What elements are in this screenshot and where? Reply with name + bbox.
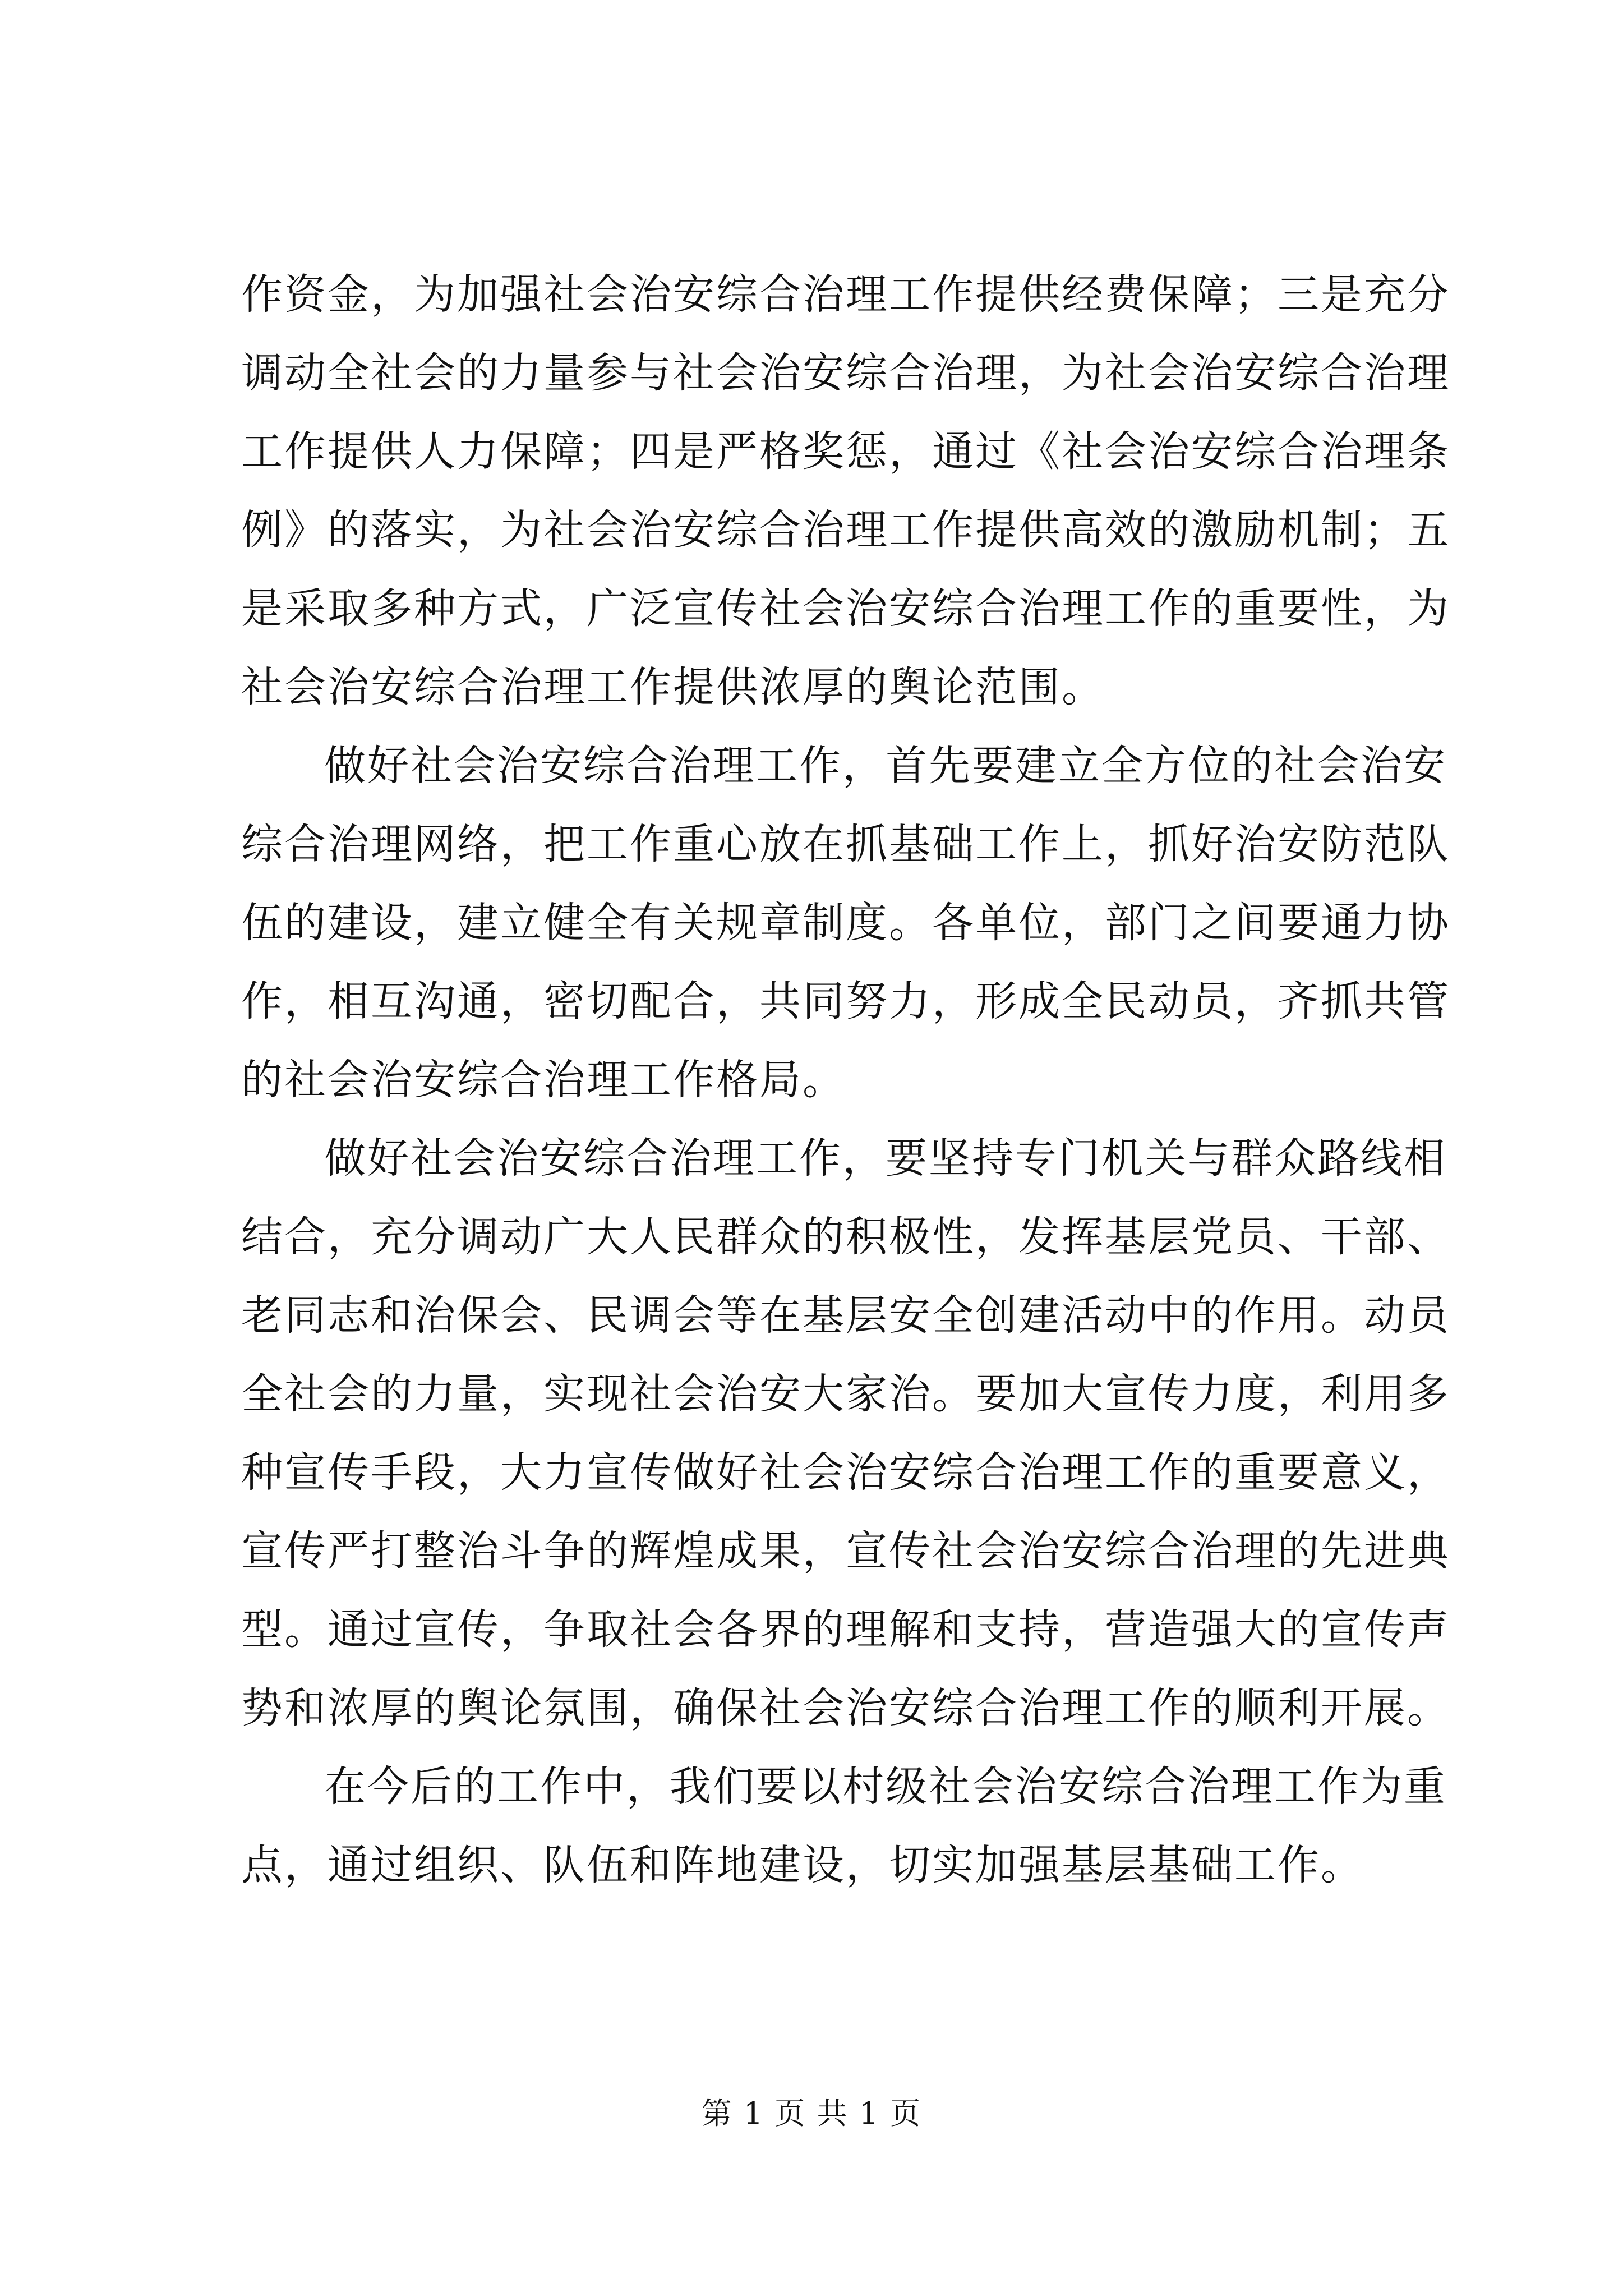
text-line: 型。通过宣传，争取社会各界的理解和支持，营造强大的宣传声: [241, 1605, 1450, 1654]
text-line: 调动全社会的力量参与社会治安综合治理，为社会治安综合治理: [241, 349, 1450, 397]
page-footer: 第 1 页 共 1 页: [701, 2096, 922, 2131]
text-line: 作资金，为加强社会治安综合治理工作提供经费保障；三是充分: [241, 270, 1450, 319]
text-line: 做好社会治安综合治理工作，要坚持专门机关与群众路线相: [324, 1134, 1447, 1182]
text-line: 综合治理网络，把工作重心放在抓基础工作上，抓好治安防范队: [241, 820, 1450, 868]
text-line: 在今后的工作中，我们要以村级社会治安综合治理工作为重: [324, 1763, 1447, 1811]
text-line: 点，通过组织、队伍和阵地建设，切实加强基层基础工作。: [241, 1841, 1364, 1889]
text-line: 老同志和治保会、民调会等在基层安全创建活动中的作用。动员: [241, 1291, 1450, 1340]
text-line: 是采取多种方式，广泛宣传社会治安综合治理工作的重要性，为: [241, 585, 1450, 633]
text-line: 做好社会治安综合治理工作，首先要建立全方位的社会治安: [324, 742, 1447, 790]
text-line: 社会治安综合治理工作提供浓厚的舆论范围。: [241, 663, 1105, 711]
text-line: 工作提供人力保障；四是严格奖惩，通过《社会治安综合治理条: [241, 427, 1450, 476]
text-line: 势和浓厚的舆论氛围，确保社会治安综合治理工作的顺利开展。: [241, 1684, 1450, 1732]
text-line: 作，相互沟通，密切配合，共同努力，形成全民动员，齐抓共管: [241, 977, 1450, 1025]
text-line: 全社会的力量，实现社会治安大家治。要加大宣传力度，利用多: [241, 1370, 1450, 1418]
text-line: 结合，充分调动广大人民群众的积极性，发挥基层党员、干部、: [241, 1213, 1450, 1261]
body-text: [241, 255, 1450, 1904]
text-line: 伍的建设，建立健全有关规章制度。各单位，部门之间要通力协: [241, 899, 1450, 947]
text-line: 宣传严打整治斗争的辉煌成果，宣传社会治安综合治理的先进典: [241, 1527, 1450, 1575]
text-line: 种宣传手段，大力宣传做好社会治安综合治理工作的重要意义，: [241, 1448, 1450, 1497]
text-line: 例》的落实，为社会治安综合治理工作提供高效的激励机制；五: [241, 506, 1450, 554]
text-line: 的社会治安综合治理工作格局。: [241, 1056, 846, 1104]
